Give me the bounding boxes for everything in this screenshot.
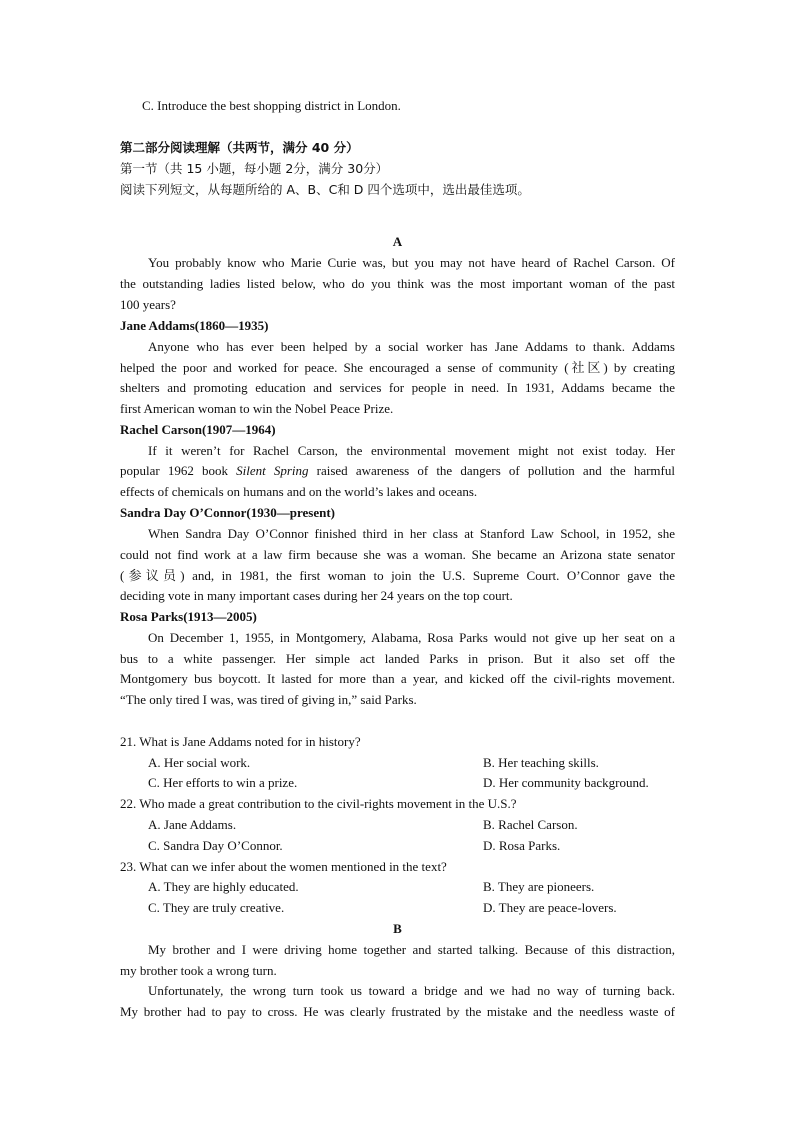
question-23-option-b: B. They are pioneers.	[483, 879, 595, 894]
question-23-option-c: C. They are truly creative.	[148, 900, 285, 915]
section-instruction: 阅读下列短文，从每题所给的 A、B、C和 D 四个选项中，选出最佳选项。	[120, 182, 530, 197]
prev-option-c: C. Introduce the best shopping district in London.	[142, 98, 401, 113]
carson-line-2	[120, 461, 675, 482]
question-22-option-b: B. Rachel Carson.	[483, 817, 578, 832]
parks-line-2: bus to a white passenger. Her simple act landed Parks in prison. But it also set off the	[120, 651, 675, 666]
passage-a-label: A	[392, 234, 403, 249]
question-23-stem: 23. What can we infer about the women mentioned in the text?	[120, 859, 447, 874]
passage-b-line-4: My brother had to pay to cross. He was clearly frustrated by the mistake and the needless waste of	[120, 1004, 675, 1019]
section-subtitle: 第一节（共 15 小题，每小题 2分，满分 30分）	[120, 161, 389, 176]
oconnor-line-4: deciding vote in many important cases during her 24 years on the top court.	[120, 588, 513, 603]
person-heading-addams: Jane Addams(1860—1935)	[120, 318, 269, 333]
section-title: 第二部分阅读理解（共两节，满分 40 分）	[120, 140, 359, 155]
passage-a-intro-3: 100 years?	[120, 297, 176, 312]
question-22-option-a: A. Jane Addams.	[148, 817, 237, 832]
passage-a-intro-2: the outstanding ladies listed below, who do you think was the most important woman of the past	[120, 276, 675, 291]
parks-line-4: “The only tired I was, was tired of giving in,” said Parks.	[120, 692, 417, 707]
person-heading-oconnor: Sandra Day O’Connor(1930—present)	[120, 505, 335, 520]
question-22-stem: 22. Who made a great contribution to the civil-rights movement in the U.S.?	[120, 796, 517, 811]
question-21-option-c: C. Her efforts to win a prize.	[148, 775, 298, 790]
question-23-option-a: A. They are highly educated.	[148, 879, 299, 894]
book-title-silent-spring: Silent Spring	[236, 463, 309, 478]
question-22-option-d: D. Rosa Parks.	[483, 838, 561, 853]
oconnor-line-3: (参议员) and, in 1981, the first woman to join the U.S. Supreme Court. O’Connor gave the	[120, 568, 675, 583]
passage-b-line-2: my brother took a wrong turn.	[120, 963, 277, 978]
question-22-option-c: C. Sandra Day O’Connor.	[148, 838, 283, 853]
oconnor-line-2: could not find work at a law firm because she was a woman. She became an Arizona state senator	[120, 547, 675, 562]
carson-line-1: If it weren’t for Rachel Carson, the environmental movement might not exist today. Her	[148, 443, 675, 458]
person-heading-carson: Rachel Carson(1907—1964)	[120, 422, 276, 437]
passage-b-label: B	[393, 921, 402, 936]
carson-line-3: effects of chemicals on humans and on the world’s lakes and oceans.	[120, 484, 478, 499]
carson-line-2a: popular 1962 book	[120, 463, 237, 478]
passage-a-intro-1: You probably know who Marie Curie was, but you may not have heard of Rachel Carson. Of	[148, 255, 675, 270]
passage-b-line-1: My brother and I were driving home together and started talking. Because of this distraction,	[148, 942, 675, 957]
question-21-option-b: B. Her teaching skills.	[483, 755, 599, 770]
carson-line-2b: raised awareness of the dangers of pollution and the harmful	[308, 463, 675, 478]
addams-line-2: helped the poor and worked for peace. She encouraged a sense of community (社区) by creating	[120, 360, 675, 375]
question-23-option-d: D. They are peace-lovers.	[483, 900, 617, 915]
addams-line-3: shelters and promoting education and services for people in need. In 1931, Addams became the	[120, 380, 675, 395]
question-21-stem: 21. What is Jane Addams noted for in history?	[120, 734, 361, 749]
addams-line-4: first American woman to win the Nobel Peace Prize.	[120, 401, 394, 416]
person-heading-parks: Rosa Parks(1913—2005)	[120, 609, 257, 624]
passage-b-line-3: Unfortunately, the wrong turn took us toward a bridge and we had no way of turning back.	[148, 983, 675, 998]
addams-line-1: Anyone who has ever been helped by a social worker has Jane Addams to thank. Addams	[148, 339, 675, 354]
parks-line-1: On December 1, 1955, in Montgomery, Alabama, Rosa Parks would not give up her seat on a	[148, 630, 675, 645]
question-21-option-d: D. Her community background.	[483, 775, 649, 790]
oconnor-line-1: When Sandra Day O’Connor finished third in her class at Stanford Law School, in 1952, she	[148, 526, 675, 541]
parks-line-3: Montgomery bus boycott. It lasted for more than a year, and kicked off the civil-rights movement.	[120, 671, 675, 686]
question-21-option-a: A. Her social work.	[148, 755, 251, 770]
